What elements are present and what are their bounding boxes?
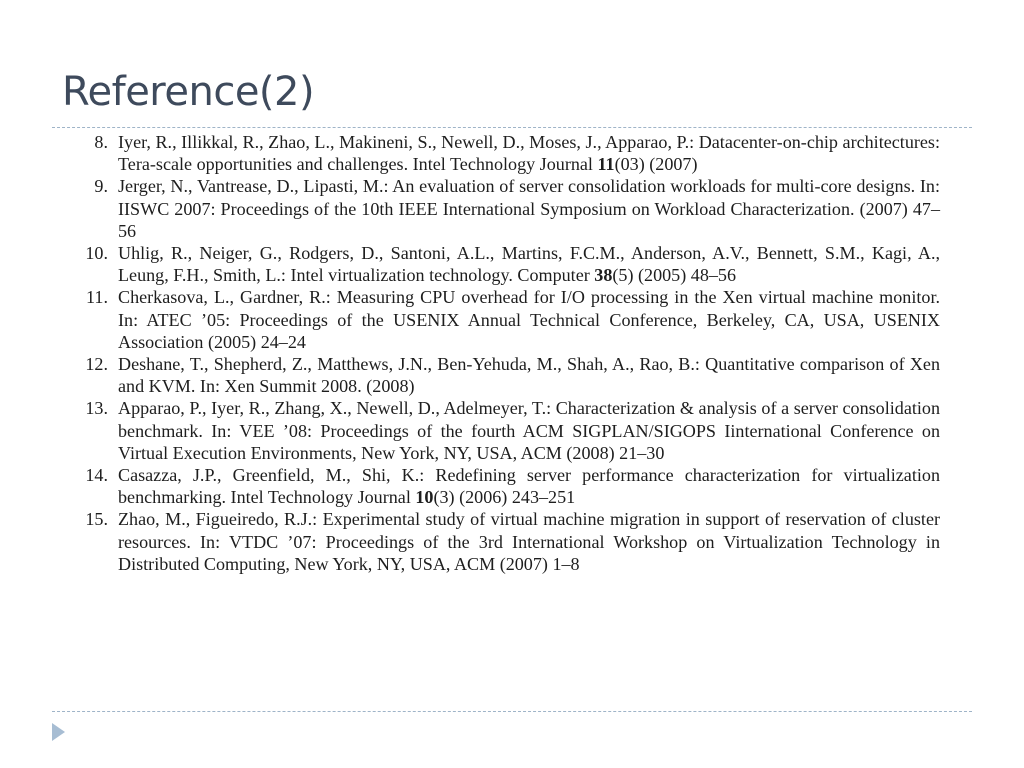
reference-item <box>72 286 940 353</box>
reference-text: Cherkasova, L., Gardner, R.: Measuring CPU overhead for I/O processing in the Xen virtual machine monitor. In: ATEC ’05: Proceedings of the USENIX Annual Technical Conference, Berkeley, CA, USA, USENIX Association (2005) 24–24 <box>118 287 940 352</box>
reference-item <box>72 353 940 397</box>
reference-item <box>72 175 940 242</box>
reference-text: Uhlig, R., Neiger, G., Rodgers, D., Santoni, A.L., Martins, F.C.M., Anderson, A.V., Bennett, S.M., Kagi, A., Leung, F.H., Smith, L.: Intel virtualization technology. Computer 38(5) (2005) 48–56 <box>118 243 940 286</box>
footer-divider <box>52 711 972 712</box>
reference-number: 15. <box>85 509 108 530</box>
reference-item <box>72 242 940 286</box>
title-divider <box>52 127 972 128</box>
reference-number: 8. <box>94 132 108 152</box>
reference-number: 12. <box>85 354 108 375</box>
triangle-arrow-icon <box>52 723 65 741</box>
reference-number: 13. <box>85 398 108 419</box>
reference-text: Apparao, P., Iyer, R., Zhang, X., Newell, D., Adelmeyer, T.: Characterization & analysis of a server consolidation benchmark. In: VEE ’08: Proceedings of the fourth ACM SIGPLAN/SIGOPS Iinternational Conference on Virtual Execution Environments, New York, NY, USA, ACM (2008) 21–30 <box>118 398 940 463</box>
reference-number: 11. <box>86 287 108 308</box>
reference-text: Jerger, N., Vantrease, D., Lipasti, M.: An evaluation of server consolidation workloads for multi-core designs. In: IISWC 2007: Proceedings of the 10th IEEE International Symposium on Workload Characterization. (2007) 47–56 <box>118 176 940 241</box>
reference-number: 10. <box>85 243 108 264</box>
reference-item <box>72 397 940 464</box>
reference-text: Iyer, R., Illikkal, R., Zhao, L., Makineni, S., Newell, D., Moses, J., Apparao, P.: Datacenter-on-chip architectures: Tera-scale opportunities and challenges. Intel Technology Journal 11(03) (2007) <box>118 132 940 175</box>
reference-item <box>72 508 940 575</box>
reference-item <box>72 464 940 508</box>
reference-list <box>72 131 940 575</box>
slide-title: Reference(2) <box>62 69 315 115</box>
reference-number: 9. <box>94 176 108 197</box>
reference-text: Casazza, J.P., Greenfield, M., Shi, K.: Redefining server performance characterization for virtualization benchmarking. Intel Technology Journal 10(3) (2006) 243–251 <box>118 465 940 508</box>
reference-item <box>72 131 940 175</box>
reference-text: Zhao, M., Figueiredo, R.J.: Experimental study of virtual machine migration in support of reservation of cluster resources. In: VTDC ’07: Proceedings of the 3rd International Workshop on Virtualization Technology in Distributed Computing, New York, NY, USA, ACM (2007) 1–8 <box>118 509 940 574</box>
reference-number: 14. <box>85 465 108 486</box>
reference-text: Deshane, T., Shepherd, Z., Matthews, J.N., Ben-Yehuda, M., Shah, A., Rao, B.: Quantitative comparison of Xen and KVM. In: Xen Summit 2008. (2008) <box>118 354 940 397</box>
